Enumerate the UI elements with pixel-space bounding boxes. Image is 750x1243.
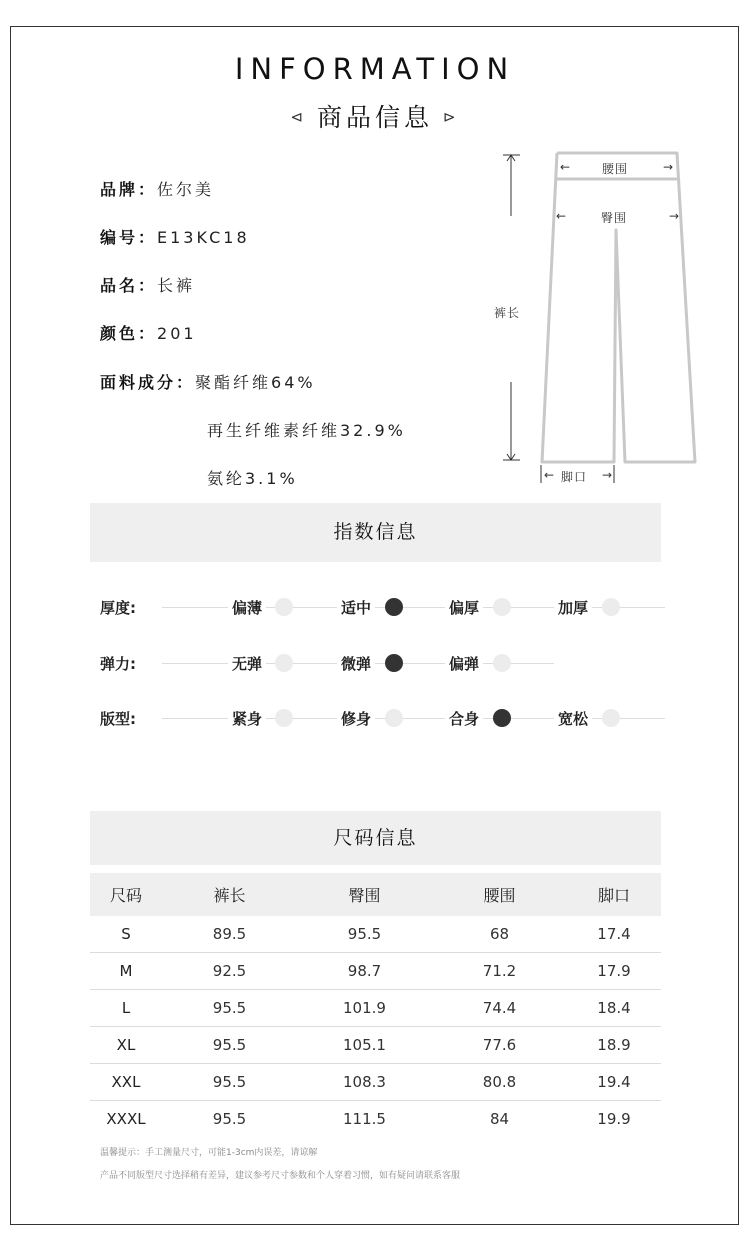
option-slight-stretch: 微弹 (337, 653, 375, 674)
option-tight-dot (275, 709, 293, 727)
header-hip: 臀围 (297, 873, 432, 916)
info-name-key: 品名： (100, 276, 158, 295)
table-cell: 95.5 (162, 1027, 297, 1064)
table-cell: 95.5 (162, 1064, 297, 1101)
waist-arrow-left-icon: ← (560, 160, 572, 174)
hip-arrow-right-icon: → (669, 209, 681, 223)
option-loose: 宽松 (554, 708, 592, 729)
option-tight: 紧身 (228, 708, 266, 729)
table-cell: 17.9 (567, 953, 661, 990)
header-hem: 脚口 (567, 873, 661, 916)
right-arrow-icon: ⊳ (443, 108, 460, 126)
size-table-header (90, 873, 661, 916)
table-cell: 89.5 (162, 916, 297, 953)
table-cell: 98.7 (297, 953, 432, 990)
info-brand-value: 佐尔美 (157, 180, 215, 199)
table-cell: 17.4 (567, 916, 661, 953)
table-cell: 18.4 (567, 990, 661, 1027)
table-cell: 18.9 (567, 1027, 661, 1064)
table-cell: 68 (432, 916, 567, 953)
header-size: 尺码 (90, 873, 162, 916)
option-thick: 偏厚 (445, 597, 483, 618)
info-brand (100, 177, 214, 200)
hem-arrow-left-icon: ← (544, 468, 556, 482)
hem-label: 脚口 (561, 470, 588, 484)
table-cell: XL (90, 1027, 162, 1064)
option-extra-thick-dot (602, 598, 620, 616)
option-regular: 合身 (445, 708, 483, 729)
table-cell: 19.9 (597, 1110, 631, 1128)
option-stretchy-dot (493, 654, 511, 672)
hip-arrow-left-icon: ← (556, 209, 568, 223)
info-fabric-key: 面料成分： (100, 373, 196, 392)
info-name (100, 273, 195, 296)
table-cell: L (90, 990, 162, 1027)
option-thick-dot (493, 598, 511, 616)
table-cell: 71.2 (432, 953, 567, 990)
table-cell: 95.5 (297, 916, 432, 953)
header-waist: 腰围 (432, 873, 567, 916)
index-row-elasticity (90, 648, 665, 678)
waist-arrow-right-icon: → (663, 160, 675, 174)
table-row (90, 953, 661, 990)
info-color-key: 颜色： (100, 324, 158, 343)
info-fabric-value-3: 氨纶3.1% (207, 469, 298, 488)
table-cell: 108.3 (297, 1064, 432, 1101)
index-section-title: 指数信息 (90, 503, 661, 562)
info-color-value: 201 (157, 324, 197, 343)
table-cell: 74.4 (432, 990, 567, 1027)
table-cell: 111.5 (343, 1110, 386, 1128)
option-regular-dot (493, 709, 511, 727)
info-brand-key: 品牌： (100, 180, 158, 199)
table-cell: 77.6 (432, 1027, 567, 1064)
table-cell: M (90, 953, 162, 990)
option-thin: 偏薄 (228, 597, 266, 618)
option-extra-thick: 加厚 (554, 597, 592, 618)
table-row (90, 916, 661, 953)
title-english: INFORMATION (234, 52, 516, 86)
hem-arrow-right-icon: → (602, 468, 614, 482)
index-label-fit: 版型: (100, 710, 136, 728)
pants-diagram (490, 150, 710, 490)
option-medium-dot (385, 598, 403, 616)
info-name-value: 长裤 (157, 276, 196, 295)
option-loose-dot (602, 709, 620, 727)
note-fit-advice: 产品不同版型尺寸选择稍有差异，建议参考尺寸参数和个人穿着习惯，如有疑问请联系客服 (100, 1171, 461, 1181)
option-thin-dot (275, 598, 293, 616)
waist-label: 腰围 (602, 162, 629, 176)
option-medium: 适中 (337, 597, 375, 618)
title-chinese (0, 98, 750, 134)
table-cell: XXL (90, 1064, 162, 1101)
table-cell: 101.9 (297, 990, 432, 1027)
index-row-thickness (90, 592, 665, 622)
table-cell: XXXL (106, 1110, 146, 1128)
table-row (90, 1064, 661, 1101)
table-cell: 95.5 (212, 1110, 247, 1128)
table-cell: 105.1 (297, 1027, 432, 1064)
info-code-key: 编号： (100, 228, 158, 247)
table-cell: 92.5 (162, 953, 297, 990)
title-chinese-text: 商品信息 (316, 103, 433, 132)
pants-outline-icon (490, 150, 710, 490)
table-cell: 80.8 (432, 1064, 567, 1101)
table-cell: S (90, 916, 162, 953)
table-row (90, 990, 661, 1027)
header-length: 裤长 (162, 873, 297, 916)
option-slim: 修身 (337, 708, 375, 729)
index-row-fit (90, 703, 665, 733)
info-fabric-value-2: 再生纤维素纤维32.9% (207, 421, 406, 440)
table-cell: 84 (489, 1110, 510, 1128)
info-fabric-value-1: 聚酯纤维64% (195, 373, 316, 392)
table-cell: 95.5 (162, 990, 297, 1027)
option-stretchy: 偏弹 (445, 653, 483, 674)
hip-label: 臀围 (601, 211, 628, 225)
option-no-stretch-dot (275, 654, 293, 672)
option-slight-stretch-dot (385, 654, 403, 672)
size-section-title: 尺码信息 (90, 811, 661, 865)
option-no-stretch: 无弹 (228, 653, 266, 674)
info-code (100, 225, 250, 248)
info-color (100, 321, 197, 344)
table-row (90, 1101, 661, 1138)
length-label: 裤长 (494, 306, 521, 320)
note-measurement: 温馨提示：手工测量尺寸，可能1-3cm内误差，请谅解 (100, 1148, 318, 1158)
table-row (90, 1027, 661, 1064)
info-code-value: E13KC18 (157, 228, 250, 247)
info-fabric (100, 370, 316, 393)
table-cell: 19.4 (567, 1064, 661, 1101)
index-label-thickness: 厚度: (100, 599, 136, 617)
left-arrow-icon: ⊲ (290, 108, 307, 126)
index-label-elasticity: 弹力: (100, 655, 136, 673)
size-table (90, 873, 661, 1137)
option-slim-dot (385, 709, 403, 727)
